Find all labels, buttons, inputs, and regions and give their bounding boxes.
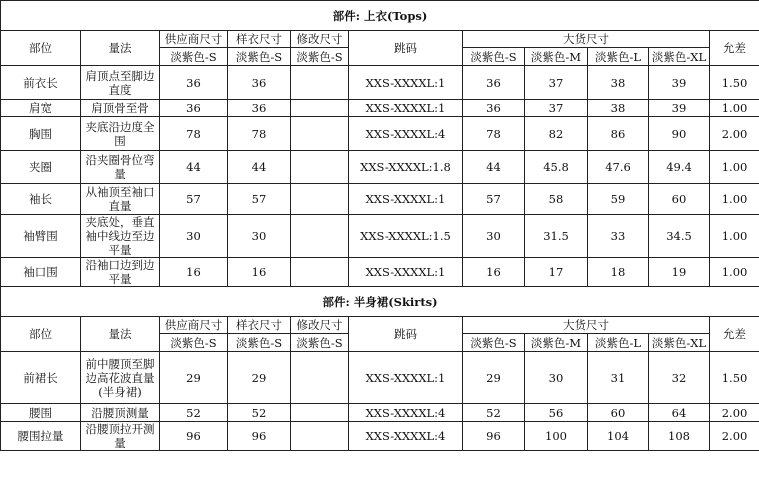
cell-grading: XXS-XXXXL:1 xyxy=(349,66,463,100)
cell-method: 沿腰顶拉开测量 xyxy=(81,422,160,451)
cell-method: 肩顶点至脚边直度 xyxy=(81,66,160,100)
cell-grading: XXS-XXXXL:4 xyxy=(349,117,463,151)
header-part: 部位 xyxy=(1,317,81,352)
cell-revised xyxy=(291,215,349,258)
table-row xyxy=(1,100,759,117)
cell-bulk: 36 xyxy=(463,100,525,117)
cell-bulk: 56 xyxy=(525,404,588,422)
header-sample-size: 淡紫色-S xyxy=(228,334,291,352)
header-bulk-size: 淡紫色-M xyxy=(525,334,588,352)
cell-sample: 44 xyxy=(228,151,291,184)
cell-part: 肩宽 xyxy=(1,100,81,117)
cell-sample: 78 xyxy=(228,117,291,151)
cell-bulk: 44 xyxy=(463,151,525,184)
cell-method: 沿腰顶测量 xyxy=(81,404,160,422)
header-sample: 样衣尺寸 xyxy=(228,31,291,48)
cell-tolerance: 1.00 xyxy=(710,258,759,287)
cell-tolerance: 1.00 xyxy=(710,184,759,215)
cell-sample: 52 xyxy=(228,404,291,422)
table-row xyxy=(1,352,759,404)
header-method: 量法 xyxy=(81,31,160,66)
header-supplier-size: 淡紫色-S xyxy=(160,334,228,352)
cell-supplier: 29 xyxy=(160,352,228,404)
cell-bulk: 100 xyxy=(525,422,588,451)
header-bulk-size: 淡紫色-S xyxy=(463,48,525,66)
cell-grading: XXS-XXXXL:1.5 xyxy=(349,215,463,258)
cell-bulk: 32 xyxy=(649,352,710,404)
table-row xyxy=(1,404,759,422)
cell-bulk: 18 xyxy=(588,258,649,287)
cell-grading: XXS-XXXXL:1 xyxy=(349,184,463,215)
cell-tolerance: 2.00 xyxy=(710,404,759,422)
cell-bulk: 19 xyxy=(649,258,710,287)
cell-bulk: 30 xyxy=(463,215,525,258)
header-bulk-size: 淡紫色-XL xyxy=(649,48,710,66)
header-bulk-size: 淡紫色-XL xyxy=(649,334,710,352)
cell-revised xyxy=(291,258,349,287)
cell-grading: XXS-XXXXL:4 xyxy=(349,404,463,422)
cell-sample: 36 xyxy=(228,66,291,100)
cell-bulk: 52 xyxy=(463,404,525,422)
cell-revised xyxy=(291,352,349,404)
cell-supplier: 52 xyxy=(160,404,228,422)
table-row xyxy=(1,422,759,451)
cell-supplier: 16 xyxy=(160,258,228,287)
cell-part: 夹圈 xyxy=(1,151,81,184)
cell-part: 腰围拉量 xyxy=(1,422,81,451)
cell-sample: 29 xyxy=(228,352,291,404)
header-revised-size: 淡紫色-S xyxy=(291,48,349,66)
header-grading: 跳码 xyxy=(349,31,463,66)
cell-part: 腰围 xyxy=(1,404,81,422)
cell-method: 前中腰顶至脚边高花波直量(半身裙) xyxy=(81,352,160,404)
cell-tolerance: 2.00 xyxy=(710,117,759,151)
header-revised: 修改尺寸 xyxy=(291,317,349,334)
cell-grading: XXS-XXXXL:1.8 xyxy=(349,151,463,184)
cell-bulk: 82 xyxy=(525,117,588,151)
header-bulk-size: 淡紫色-M xyxy=(525,48,588,66)
header-tolerance: 允差 xyxy=(710,317,759,352)
cell-sample: 96 xyxy=(228,422,291,451)
cell-revised xyxy=(291,404,349,422)
cell-bulk: 59 xyxy=(588,184,649,215)
section-title-row xyxy=(1,287,759,317)
cell-bulk: 64 xyxy=(649,404,710,422)
section-title: 部件: 半身裙(Skirts) xyxy=(1,287,759,317)
cell-revised xyxy=(291,151,349,184)
cell-bulk: 57 xyxy=(463,184,525,215)
cell-supplier: 57 xyxy=(160,184,228,215)
header-row xyxy=(1,31,759,48)
cell-bulk: 30 xyxy=(525,352,588,404)
section-title: 部件: 上衣(Tops) xyxy=(1,1,759,31)
cell-bulk: 108 xyxy=(649,422,710,451)
header-bulk-size: 淡紫色-L xyxy=(588,48,649,66)
cell-sample: 57 xyxy=(228,184,291,215)
header-revised-size: 淡紫色-S xyxy=(291,334,349,352)
cell-grading: XXS-XXXXL:1 xyxy=(349,100,463,117)
cell-method: 夹底沿边度全围 xyxy=(81,117,160,151)
cell-tolerance: 1.50 xyxy=(710,66,759,100)
header-sample: 样衣尺寸 xyxy=(228,317,291,334)
cell-bulk: 104 xyxy=(588,422,649,451)
table-row xyxy=(1,215,759,258)
cell-bulk: 49.4 xyxy=(649,151,710,184)
cell-grading: XXS-XXXXL:1 xyxy=(349,258,463,287)
cell-tolerance: 2.00 xyxy=(710,422,759,451)
cell-bulk: 96 xyxy=(463,422,525,451)
cell-bulk: 31 xyxy=(588,352,649,404)
cell-bulk: 45.8 xyxy=(525,151,588,184)
cell-revised xyxy=(291,66,349,100)
cell-method: 夹底处，垂直袖中线边至边平量 xyxy=(81,215,160,258)
cell-part: 胸围 xyxy=(1,117,81,151)
cell-part: 袖口围 xyxy=(1,258,81,287)
header-bulk: 大货尺寸 xyxy=(463,31,710,48)
header-supplier: 供应商尺寸 xyxy=(160,317,228,334)
header-revised: 修改尺寸 xyxy=(291,31,349,48)
cell-bulk: 16 xyxy=(463,258,525,287)
cell-bulk: 39 xyxy=(649,66,710,100)
cell-bulk: 60 xyxy=(588,404,649,422)
cell-sample: 30 xyxy=(228,215,291,258)
table-row xyxy=(1,184,759,215)
cell-bulk: 58 xyxy=(525,184,588,215)
table-row xyxy=(1,117,759,151)
cell-method: 从袖顶至袖口直量 xyxy=(81,184,160,215)
table-row xyxy=(1,151,759,184)
cell-part: 前衣长 xyxy=(1,66,81,100)
section-title-row xyxy=(1,1,759,31)
cell-supplier: 36 xyxy=(160,66,228,100)
cell-bulk: 86 xyxy=(588,117,649,151)
cell-part: 袖长 xyxy=(1,184,81,215)
cell-bulk: 29 xyxy=(463,352,525,404)
cell-bulk: 38 xyxy=(588,66,649,100)
cell-supplier: 30 xyxy=(160,215,228,258)
cell-supplier: 36 xyxy=(160,100,228,117)
cell-grading: XXS-XXXXL:1 xyxy=(349,352,463,404)
cell-bulk: 39 xyxy=(649,100,710,117)
header-part: 部位 xyxy=(1,31,81,66)
cell-method: 沿夹圈骨位弯量 xyxy=(81,151,160,184)
cell-bulk: 90 xyxy=(649,117,710,151)
header-tolerance: 允差 xyxy=(710,31,759,66)
table-row xyxy=(1,258,759,287)
cell-bulk: 31.5 xyxy=(525,215,588,258)
header-row xyxy=(1,317,759,334)
header-sample-size: 淡紫色-S xyxy=(228,48,291,66)
cell-bulk: 36 xyxy=(463,66,525,100)
cell-tolerance: 1.00 xyxy=(710,151,759,184)
header-bulk-size: 淡紫色-S xyxy=(463,334,525,352)
cell-bulk: 78 xyxy=(463,117,525,151)
cell-method: 肩顶骨至骨 xyxy=(81,100,160,117)
cell-bulk: 33 xyxy=(588,215,649,258)
cell-supplier: 96 xyxy=(160,422,228,451)
cell-revised xyxy=(291,100,349,117)
cell-bulk: 34.5 xyxy=(649,215,710,258)
header-supplier-size: 淡紫色-S xyxy=(160,48,228,66)
cell-grading: XXS-XXXXL:4 xyxy=(349,422,463,451)
header-method: 量法 xyxy=(81,317,160,352)
header-bulk-size: 淡紫色-L xyxy=(588,334,649,352)
cell-supplier: 78 xyxy=(160,117,228,151)
cell-tolerance: 1.50 xyxy=(710,352,759,404)
cell-tolerance: 1.00 xyxy=(710,100,759,117)
cell-bulk: 60 xyxy=(649,184,710,215)
cell-bulk: 37 xyxy=(525,100,588,117)
cell-bulk: 38 xyxy=(588,100,649,117)
table-row xyxy=(1,66,759,100)
header-bulk: 大货尺寸 xyxy=(463,317,710,334)
cell-part: 袖臂围 xyxy=(1,215,81,258)
cell-supplier: 44 xyxy=(160,151,228,184)
cell-sample: 36 xyxy=(228,100,291,117)
cell-bulk: 47.6 xyxy=(588,151,649,184)
cell-part: 前裙长 xyxy=(1,352,81,404)
cell-revised xyxy=(291,422,349,451)
cell-revised xyxy=(291,184,349,215)
cell-method: 沿袖口边到边平量 xyxy=(81,258,160,287)
cell-tolerance: 1.00 xyxy=(710,215,759,258)
cell-revised xyxy=(291,117,349,151)
header-supplier: 供应商尺寸 xyxy=(160,31,228,48)
cell-bulk: 37 xyxy=(525,66,588,100)
cell-sample: 16 xyxy=(228,258,291,287)
cell-bulk: 17 xyxy=(525,258,588,287)
header-grading: 跳码 xyxy=(349,317,463,352)
